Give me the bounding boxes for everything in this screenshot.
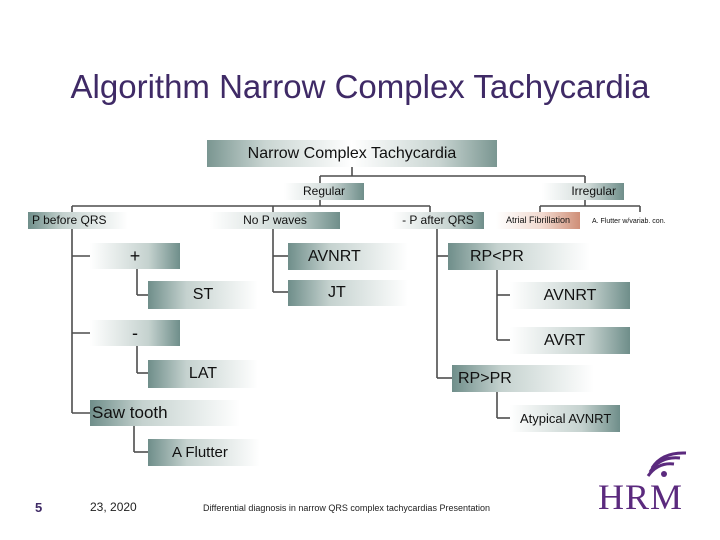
lat-node: LAT [148, 360, 258, 388]
atrial-fibrillation-node: Atrial Fibrillation [496, 212, 580, 229]
footer-caption: Differential diagnosis in narrow QRS complex tachycardias Presentation [203, 503, 490, 513]
plus-node: + [90, 243, 180, 269]
a-flutter-node: A Flutter [148, 439, 260, 466]
a-flutter-variable-node: A. Flutter w/variab. con. [592, 218, 666, 225]
rp-less-pr-node: RP<PR [448, 243, 590, 270]
avrt-node: AVRT [510, 327, 630, 354]
root-node: Narrow Complex Tachycardia [207, 140, 497, 167]
saw-tooth-node: Saw tooth [90, 400, 240, 426]
hrm-logo-text: HRM [598, 477, 684, 517]
hrm-logo [598, 450, 694, 520]
footer-date: 23, 2020 [90, 500, 137, 514]
irregular-node: Irregular [542, 183, 624, 200]
regular-node: Regular [284, 183, 364, 200]
atypical-avnrt-node: Atypical AVNRT [510, 405, 620, 432]
p-after-qrs-node: - P after QRS [392, 212, 484, 229]
rp-greater-pr-node: RP>PR [452, 365, 594, 392]
page-number: 5 [35, 500, 43, 515]
no-p-waves-node: No P waves [210, 212, 340, 229]
slide-title: Algorithm Narrow Complex Tachycardia [70, 68, 650, 105]
st-node: ST [148, 281, 258, 309]
avnrt-node: AVNRT [288, 243, 408, 270]
jt-node: JT [288, 280, 408, 306]
avnrt-2-node: AVNRT [510, 282, 630, 309]
minus-node: - [90, 320, 180, 346]
p-before-qrs-node: P before QRS [28, 212, 128, 229]
